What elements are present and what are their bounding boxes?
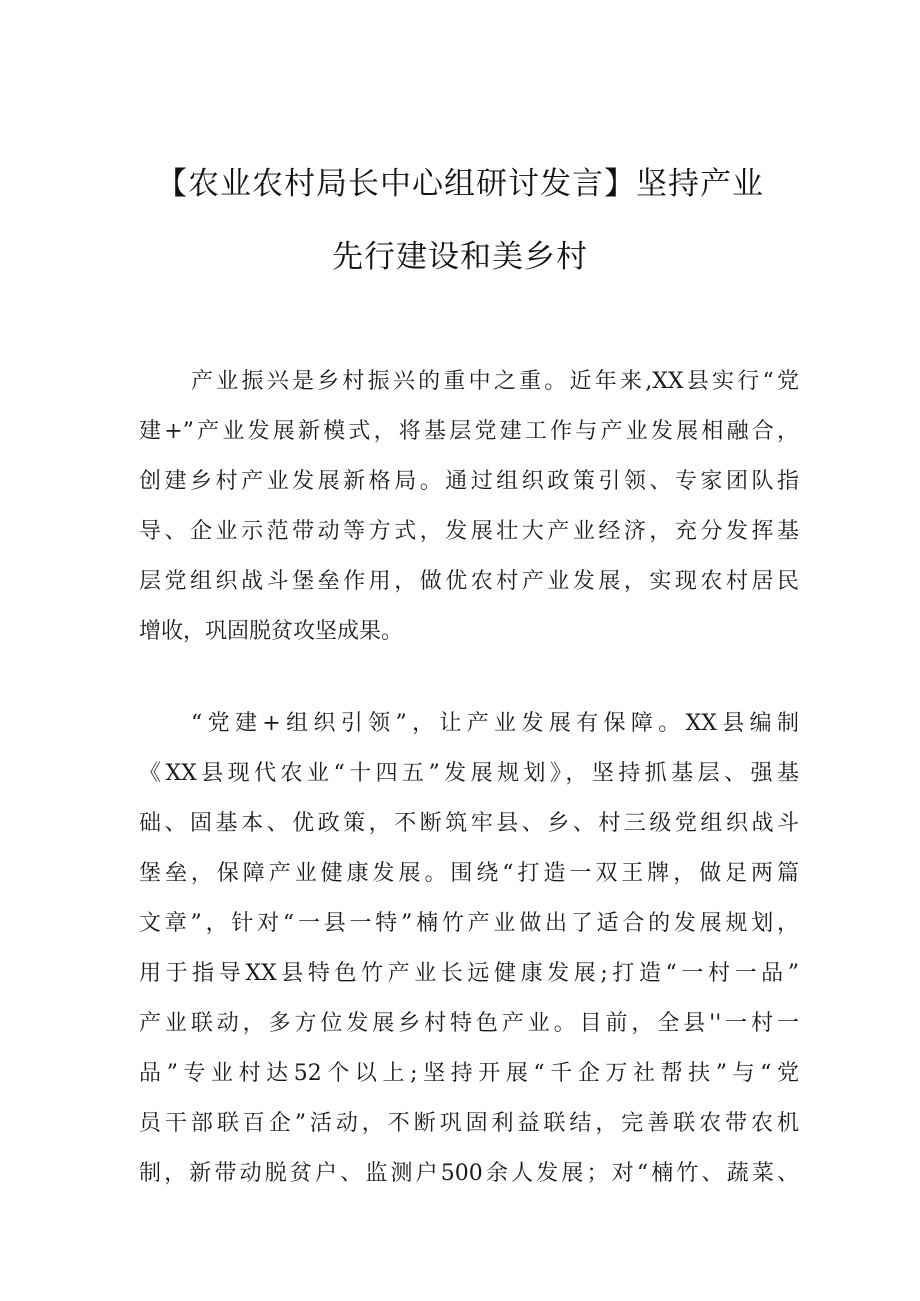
paragraph-line: 用于指导XX县特色竹产业长远健康发展;打造“一村一品” <box>139 961 799 986</box>
paragraph-line: 员干部联百企”活动，不断巩固利益联结，完善联农带农机 <box>139 1111 799 1136</box>
paragraph-line: 制，新带动脱贫户、监测户500余人发展；对“楠竹、蔬菜、 <box>139 1161 799 1186</box>
paragraph-line: 堡垒，保障产业健康发展。围绕“打造一双王牌，做足两篇 <box>139 861 799 886</box>
paragraph-line: 文章”，针对“一县一特”楠竹产业做出了适合的发展规划， <box>139 911 799 936</box>
document-title-line-1: 【农业农村局长中心组研讨发言】坚持产业 <box>156 166 764 202</box>
paragraph-line: 品”专业村达52个以上;坚持开展“千企万社帮扶”与“党 <box>139 1061 799 1086</box>
paragraph-1 <box>139 357 799 657</box>
paragraph-2 <box>139 699 799 1199</box>
paragraph-line: 创建乡村产业发展新格局。通过组织政策引领、专家团队指 <box>139 469 799 494</box>
paragraph-line: 增收，巩固脱贫攻坚成果。 <box>139 619 404 644</box>
paragraph-line: 建+”产业发展新模式，将基层党建工作与产业发展相融合， <box>139 419 799 444</box>
paragraph-line: 产业联动，多方位发展乡村特色产业。目前，全县''一村一 <box>139 1011 799 1036</box>
paragraph-line: 《XX县现代农业“十四五”发展规划》，坚持抓基层、强基 <box>139 761 799 786</box>
paragraph-line: 础、固基本、优政策，不断筑牢县、乡、村三级党组织战斗 <box>139 811 799 836</box>
paragraph-line: 层党组织战斗堡垒作用，做优农村产业发展，实现农村居民 <box>139 569 799 594</box>
document-title-line-2: 先行建设和美乡村 <box>332 239 588 275</box>
paragraph-line: 导、企业示范带动等方式，发展壮大产业经济，充分发挥基 <box>139 519 799 544</box>
paragraph-line: “党建+组织引领”，让产业发展有保障。XX县编制 <box>191 711 799 736</box>
paragraph-line: 产业振兴是乡村振兴的重中之重。近年来,XX县实行“党 <box>191 369 799 394</box>
